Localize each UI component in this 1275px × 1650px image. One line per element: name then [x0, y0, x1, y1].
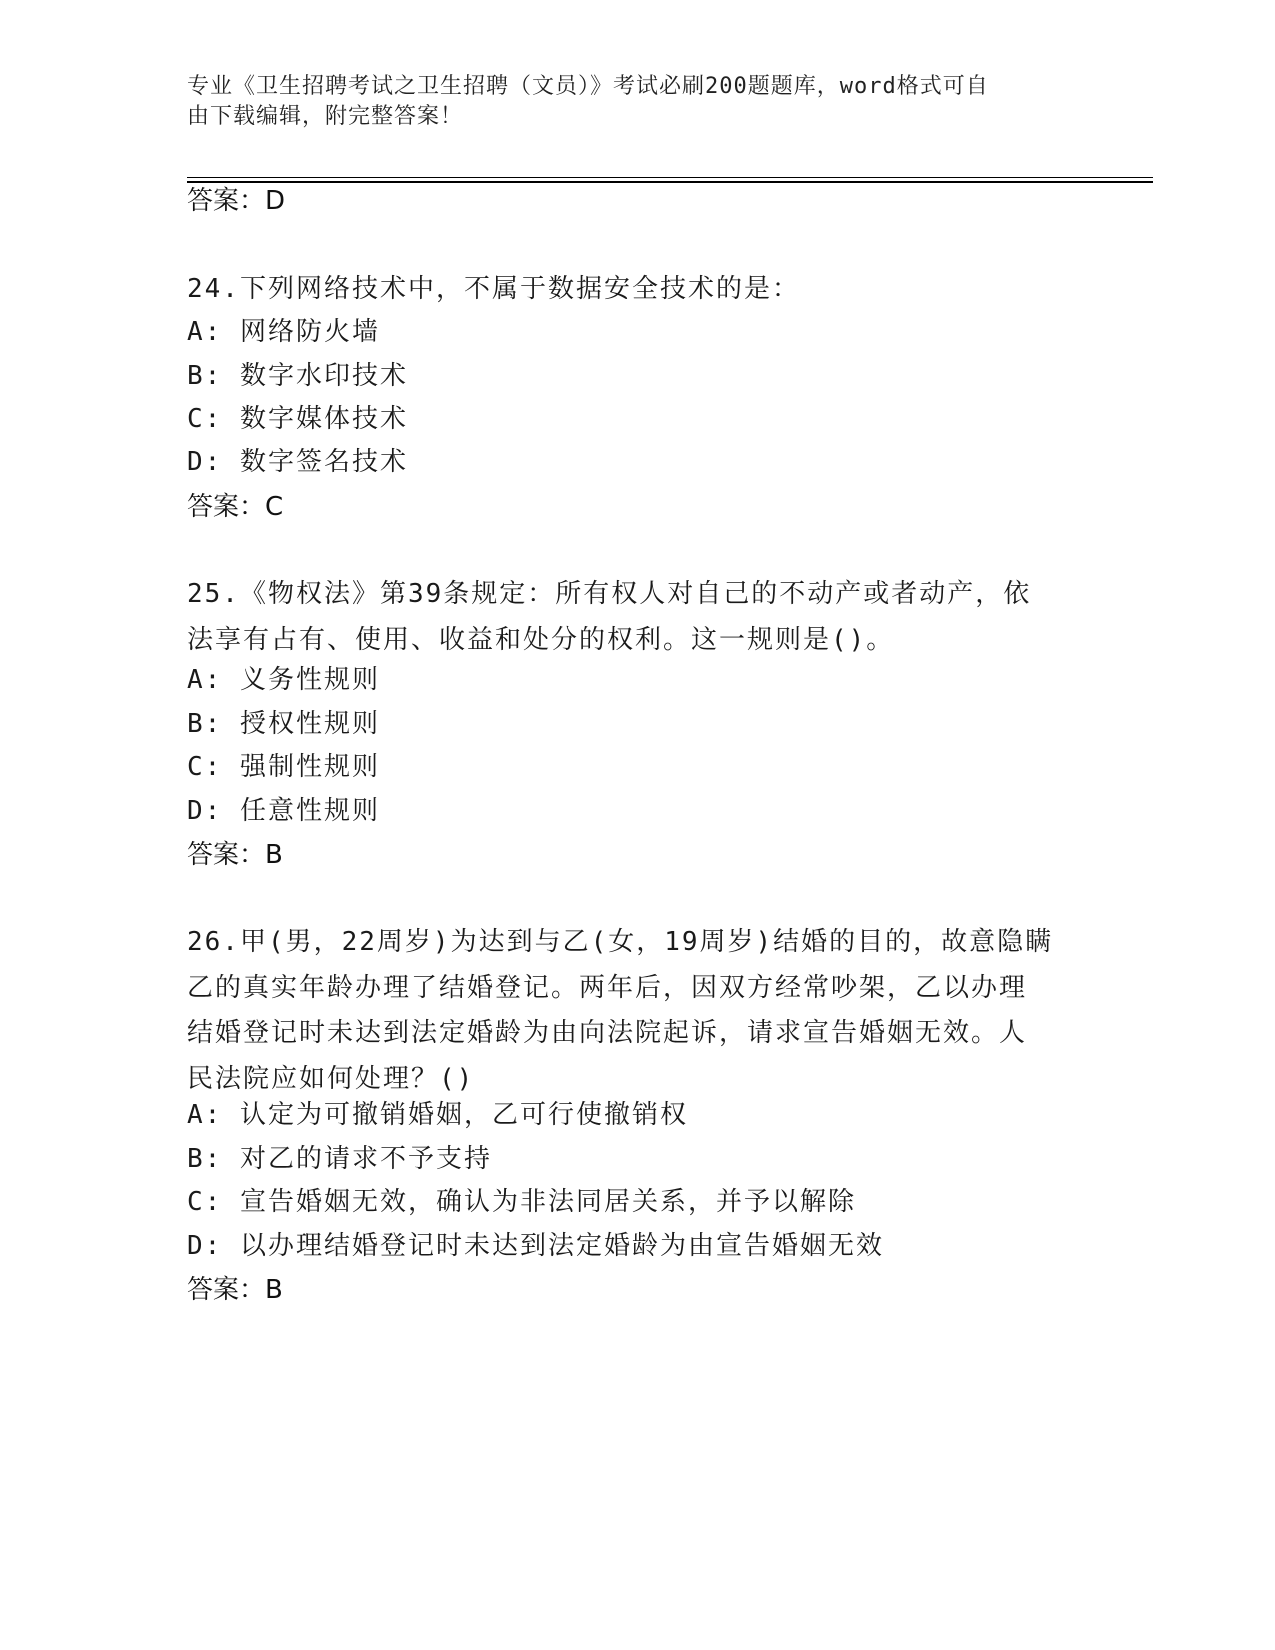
question-24-answer: 答案：C [187, 492, 284, 522]
question-24-text [187, 267, 1067, 313]
question-26-line-4: 民法院应如何处理？() [187, 1063, 475, 1094]
header-title-line-1: 专业《卫生招聘考试之卫生招聘（文员）》考试必刷200题题库，word格式可自 [187, 74, 989, 99]
question-26-option-c: C: 宣告婚姻无效，确认为非法同居关系，并予以解除 [187, 1187, 856, 1217]
document-header [187, 72, 1067, 132]
question-25-line-1: 25.《物权法》第39条规定：所有权人对自己的不动产或者动产，依 [187, 579, 1032, 609]
header-divider-thick [187, 181, 1153, 183]
question-26-option-d: D: 以办理结婚登记时未达到法定婚龄为由宣告婚姻无效 [187, 1231, 884, 1261]
header-divider-thin [187, 177, 1153, 178]
question-26-line-3: 结婚登记时未达到法定婚龄为由向法院起诉，请求宣告婚姻无效。人 [187, 1018, 1028, 1048]
question-25-option-b: B: 授权性规则 [187, 709, 380, 739]
question-25-text [187, 572, 1067, 663]
question-26-line-1: 26.甲(男，22周岁)为达到与乙(女，19周岁)结婚的目的，故意隐瞒 [187, 927, 1054, 957]
question-26-line-2: 乙的真实年龄办理了结婚登记。两年后，因双方经常吵架，乙以办理 [187, 972, 1028, 1003]
question-26-answer: 答案：B [187, 1275, 283, 1305]
question-25-option-d: D: 任意性规则 [187, 796, 380, 826]
question-26-option-a: A: 认定为可撤销婚姻，乙可行使撤销权 [187, 1100, 688, 1130]
question-25-option-c: C: 强制性规则 [187, 752, 380, 782]
question-25-line-2: 法享有占有、使用、收益和处分的权利。这一规则是()。 [187, 624, 895, 655]
question-24-option-d: D: 数字签名技术 [187, 447, 408, 477]
question-26-text [187, 920, 1067, 1102]
question-24-option-a: A: 网络防火墙 [187, 317, 380, 347]
question-25-answer: 答案：B [187, 840, 283, 870]
question-26-option-b: B: 对乙的请求不予支持 [187, 1144, 492, 1174]
question-24-option-c: C: 数字媒体技术 [187, 404, 408, 434]
question-24-line-1: 24.下列网络技术中，不属于数据安全技术的是： [187, 274, 800, 304]
question-25-option-a: A: 义务性规则 [187, 665, 380, 695]
header-title-line-2: 由下载编辑，附完整答案！ [187, 104, 464, 129]
previous-answer: 答案：D [187, 186, 286, 216]
question-24-option-b: B: 数字水印技术 [187, 361, 408, 391]
